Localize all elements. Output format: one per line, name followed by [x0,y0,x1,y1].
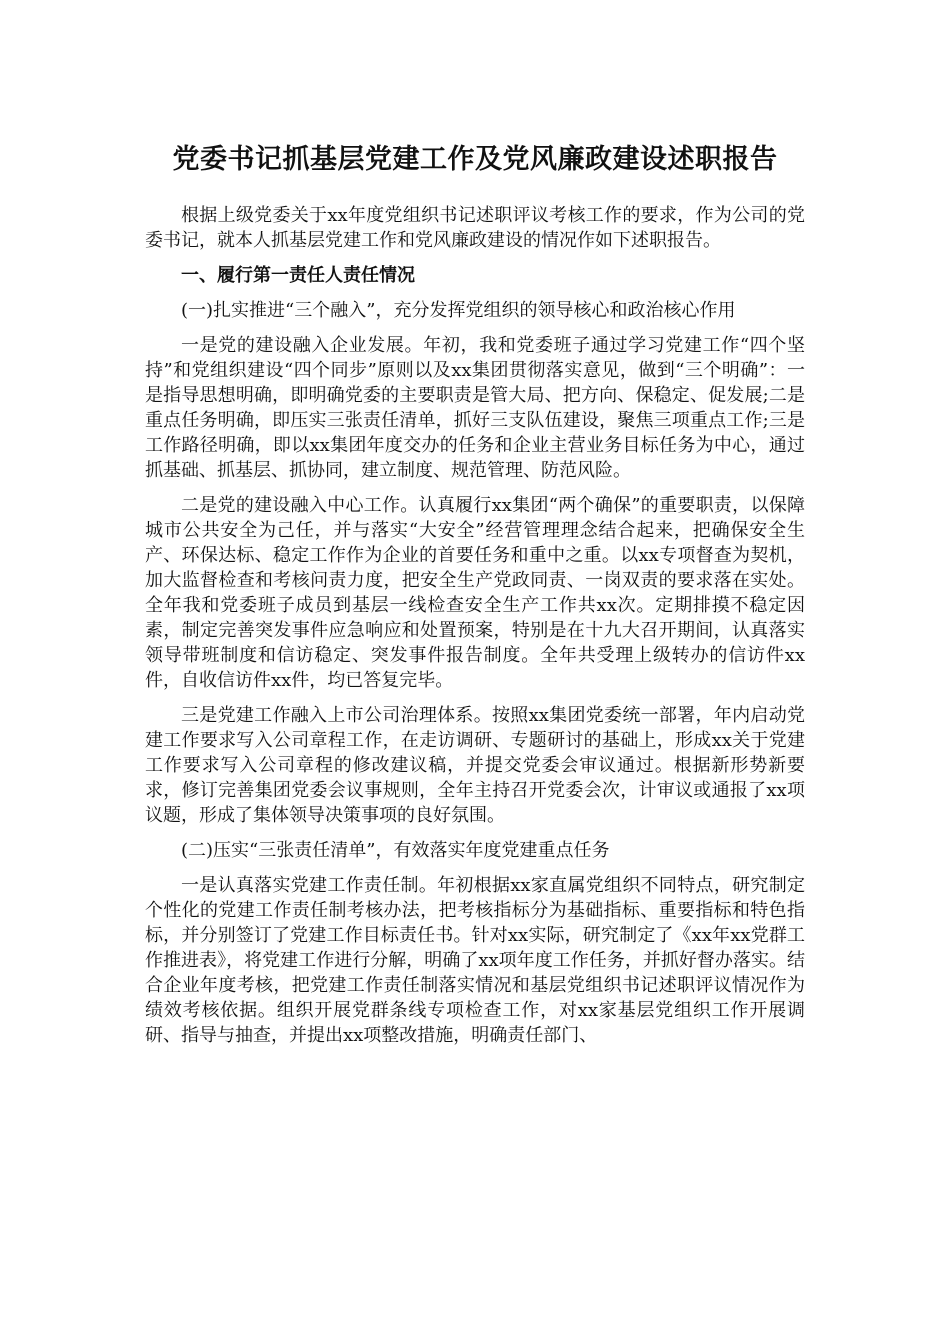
document-title: 党委书记抓基层党建工作及党风廉政建设述职报告 [172,144,778,175]
intro-paragraph: 根据上级党委关于xx年度党组织书记述职评议考核工作的要求，作为公司的党委书记，就本人抓基层党建工作和党风廉政建设的情况作如下述职报告。 [145,205,805,251]
subsection-heading: (二)压实“三张责任清单”，有效落实年度党建重点任务 [181,840,610,861]
subsection-heading: (一)扎实推进“三个融入”，充分发挥党组织的领导核心和政治核心作用 [181,300,736,321]
document-page [145,140,805,1058]
body-paragraph: 一是党的建设融入企业发展。年初，我和党委班子通过学习党建工作“四个坚持”和党组织建设“四个同步”原则以及xx集团贯彻落实意见，做到“三个明确”：一是指导思想明确，即明确党委的主要职责是管大局、把方向、保稳定、促发展;二是重点任务明确，即压实三张责任清单，抓好三支队伍建设，聚焦三项重点工作;三是工作路径明确，即以xx集团年度交办的任务和企业主营业务目标任务为中心，通过抓基础、抓基层、抓协同，建立制度、规范管理、防范风险。 [145,335,805,481]
section-heading: 一、履行第一责任人责任情况 [181,265,415,286]
body-paragraph: 三是党建工作融入上市公司治理体系。按照xx集团党委统一部署，年内启动党建工作要求写入公司章程工作，在走访调研、专题研讨的基础上，形成xx关于党建工作要求写入公司章程的修改建议稿，并提交党委会审议通过。根据新形势新要求，修订完善集团党委会议事规则，全年主持召开党委会次，计审议或通报了xx项议题，形成了集体领导决策事项的良好氛围。 [145,705,805,826]
body-paragraph: 二是党的建设融入中心工作。认真履行xx集团“两个确保”的重要职责，以保障城市公共安全为己任，并与落实“大安全”经营管理理念结合起来，把确保安全生产、环保达标、稳定工作作为企业的首要任务和重中之重。以xx专项督查为契机，加大监督检查和考核问责力度，把安全生产党政同责、一岗双责的要求落在实处。全年我和党委班子成员到基层一线检查安全生产工作共xx次。定期排摸不稳定因素，制定完善突发事件应急响应和处置预案，特别是在十九大召开期间，认真落实领导带班制度和信访稳定、突发事件报告制度。全年共受理上级转办的信访件xx件，自收信访件xx件，均已答复完毕。 [145,495,805,691]
body-paragraph: 一是认真落实党建工作责任制。年初根据xx家直属党组织不同特点，研究制定个性化的党建工作责任制考核办法，把考核指标分为基础指标、重要指标和特色指标，并分别签订了党建工作目标责任书。针对xx实际，研究制定了《xx年xx党群工作推进表》，将党建工作进行分解，明确了xx项年度工作任务，并抓好督办落实。结合企业年度考核，把党建工作责任制落实情况和基层党组织书记述职评议情况作为绩效考核依据。组织开展党群条线专项检查工作，对xx家基层党组织工作开展调研、指导与抽查，并提出xx项整改措施，明确责任部门、 [145,875,805,1046]
